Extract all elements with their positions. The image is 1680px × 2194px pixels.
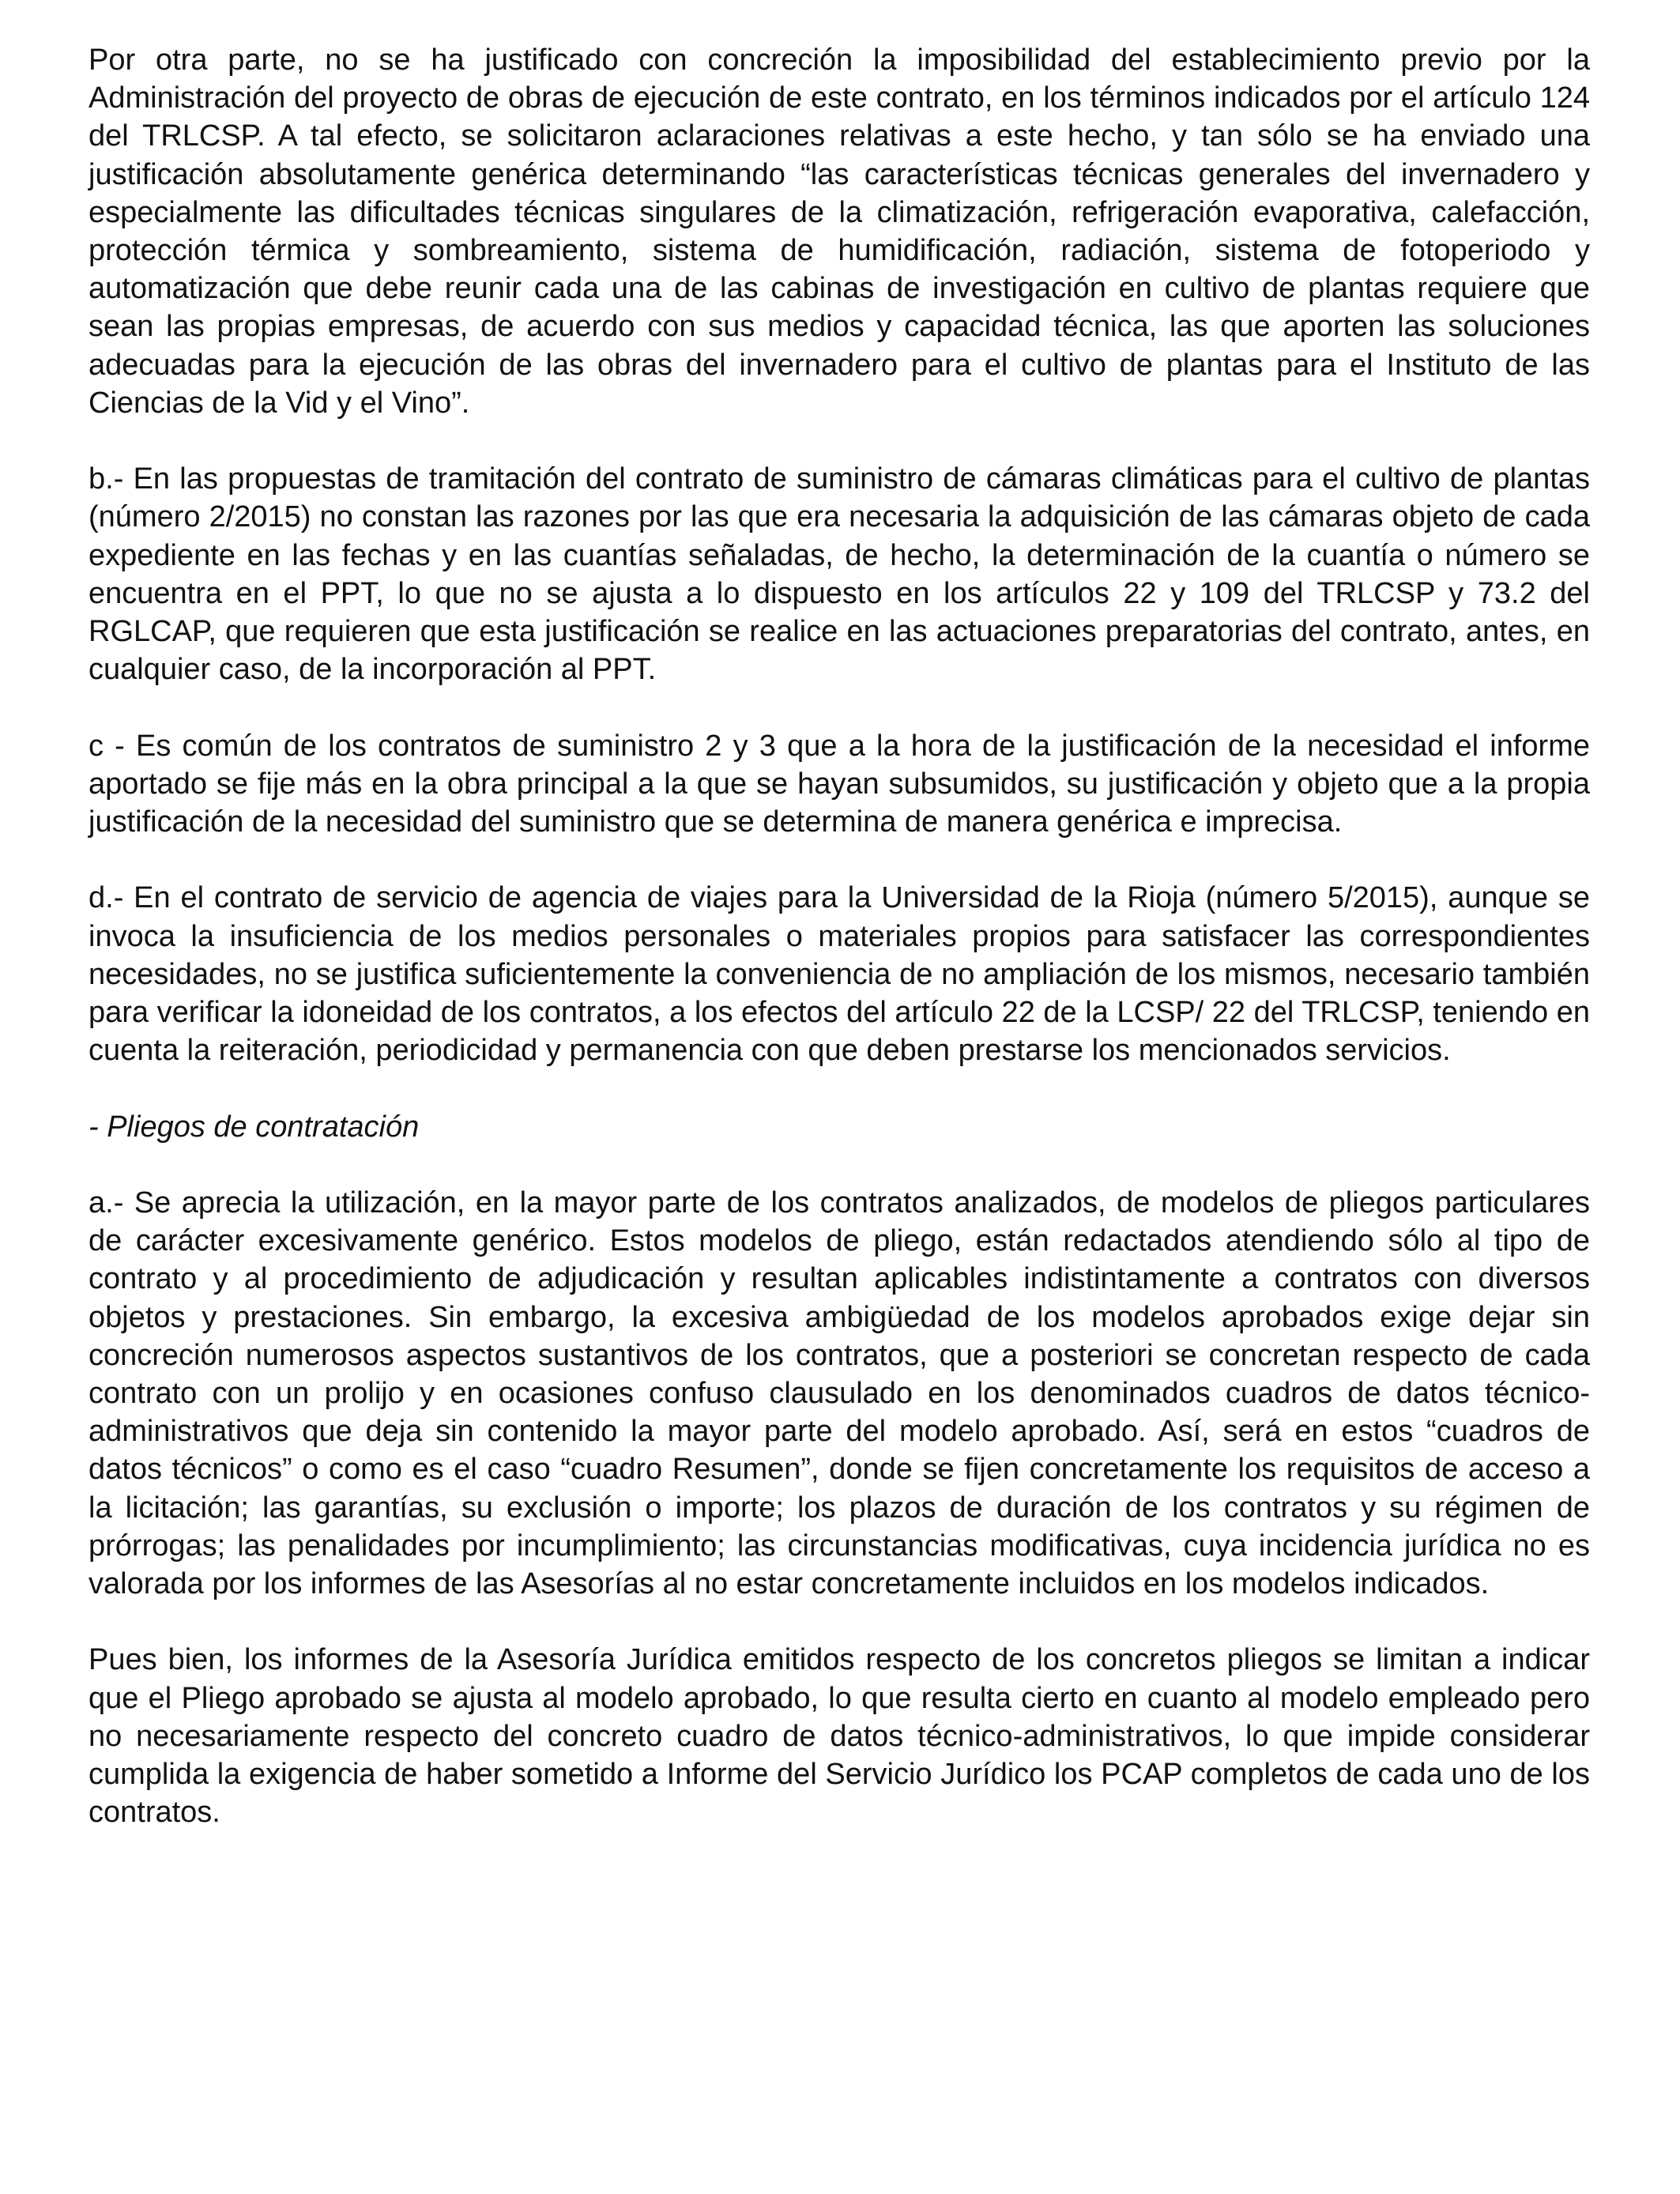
paragraph-c-contratos-suministro: c - Es común de los contratos de suministro 2 y 3 que a la hora de la justificación de la necesidad el informe aportado se fije más en la obra principal a la que se hayan subsumidos, su justificación y objeto que a la propia justificación de la necesidad del suministro que se determina de manera genérica e imprecisa.: [89, 729, 1590, 839]
paragraph-a-modelos-pliegos: a.- Se aprecia la utilización, en la mayor parte de los contratos analizados, de modelos de pliegos particulares de carácter excesivamente genérico. Estos modelos de pliego, están redactados atendiendo sólo al tipo de contrato y al procedimiento de adjudicación y resultan aplicables indistintamente a contratos con diversos objetos y prestaciones. Sin embargo, la excesiva ambigüedad de los modelos aprobados exige dejar sin concreción numerosos aspectos sustantivos de los contratos, que a posteriori se concretan respecto de cada contrato con un prolijo y en ocasiones confuso clausulado en los denominados cuadros de datos técnico-administrativos que deja sin contenido la mayor parte del modelo aprobado. Así, será en estos “cuadros de datos técnicos” o como es el caso “cuadro Resumen”, donde se fijen concretamente los requisitos de acceso a la licitación; las garantías, su exclusión o importe; los plazos de duración de los contratos y su régimen de prórrogas; las penalidades por incumplimiento; las circunstancias modificativas, cuya incidencia jurídica no es valorada por los informes de las Asesorías al no estar concretamente incluidos en los modelos indicados.: [89, 1186, 1590, 1601]
section-heading-pliegos: - Pliegos de contratación: [89, 1110, 420, 1144]
document-page: [89, 41, 1590, 1870]
paragraph-proyecto-obras: Por otra parte, no se ha justificado con concreción la imposibilidad del establecimiento previo por la Administración del proyecto de obras de ejecución de este contrato, en los términos indicados por el artículo 124 del TRLCSP. A tal efecto, se solicitaron aclaraciones relativas a este hecho, y tan sólo se ha enviado una justificación absolutamente genérica determinando “las características técnicas generales del invernadero y especialmente las dificultades técnicas singulares de la climatización, refrigeración evaporativa, calefacción, protección térmica y sombreamiento, sistema de humidificación, radiación, sistema de fotoperiodo y automatización que debe reunir cada una de las cabinas de investigación en cultivo de plantas requiere que sean las propias empresas, de acuerdo con sus medios y capacidad técnica, las que aporten las soluciones adecuadas para la ejecución de las obras del invernadero para el cultivo de plantas para el Instituto de las Ciencias de la Vid y el Vino”.: [89, 43, 1590, 420]
paragraph-d-agencia-viajes: d.- En el contrato de servicio de agencia de viajes para la Universidad de la Rioja (número 5/2015), aunque se invoca la insuficiencia de los medios personales o materiales propios para satisfacer las correspondientes necesidades, no se justifica suficientemente la conveniencia de no ampliación de los mismos, necesario también para verificar la idoneidad de los contratos, a los efectos del artículo 22 de la LCSP/ 22 del TRLCSP, teniendo en cuenta la reiteración, periodicidad y permanencia con que deben prestarse los mencionados servicios.: [89, 881, 1590, 1068]
paragraph-b-camaras-climaticas: b.- En las propuestas de tramitación del contrato de suministro de cámaras climáticas para el cultivo de plantas (número 2/2015) no constan las razones por las que era necesaria la adquisición de las cámaras objeto de cada expediente en las fechas y en las cuantías señaladas, de hecho, la determinación de la cuantía o número se encuentra en el PPT, lo que no se ajusta a lo dispuesto en los artículos 22 y 109 del TRLCSP y 73.2 del RGLCAP, que requieren que esta justificación se realice en las actuaciones preparatorias del contrato, antes, en cualquier caso, de la incorporación al PPT.: [89, 462, 1590, 687]
paragraph-asesoria-juridica: Pues bien, los informes de la Asesoría Jurídica emitidos respecto de los concretos pliegos se limitan a indicar que el Pliego aprobado se ajusta al modelo aprobado, lo que resulta cierto en cuanto al modelo empleado pero no necesariamente respecto del concreto cuadro de datos técnico-administrativos, lo que impide considerar cumplida la exigencia de haber sometido a Informe del Servicio Jurídico los PCAP completos de cada uno de los contratos.: [89, 1643, 1590, 1830]
